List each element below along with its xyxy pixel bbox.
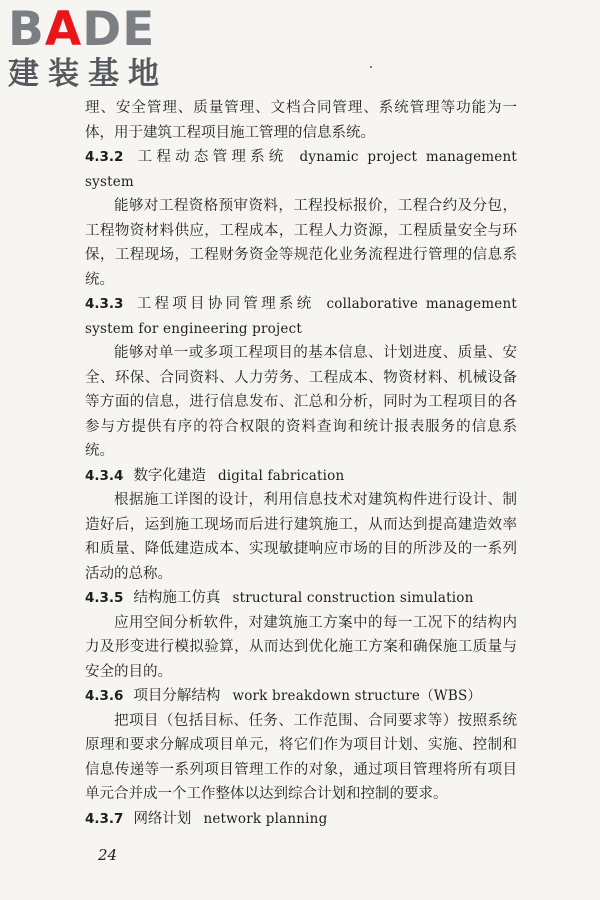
term-heading: 4.3.6 项目分解结构 work breakdown structure（WBS）: [85, 688, 482, 704]
logo-subtitle: 建装基地: [8, 56, 168, 92]
watermark-logo: [8, 4, 178, 96]
term-body: 能够对单一或多项工程项目的基本信息、计划进度、质量、安全、环保、合同资料、人力劳务、工程成本、物资材料、机械设备等方面的信息，进行信息发布、汇总和分析，同时为工程项目的各参与方提供有序的符合权限的资料查询和统计报表服务的信息系统。: [85, 345, 517, 459]
term-body: 把项目（包括目标、任务、工作范围、合同要求等）按照系统原理和要求分解成项目单元，将它们作为项目计划、实施、控制和信息传递等一系列项目管理工作的对象，通过项目管理将所有项目单元合并成一个工作整体以达到综合计划和控制的要求。: [85, 712, 517, 802]
term-body: 能够对工程资格预审资料，工程投标报价，工程合约及分包，工程物资材料供应，工程成本，工程人力资源，工程质量安全与环保，工程现场，工程财务资金等规范化业务流程进行管理的信息系统。: [85, 198, 517, 288]
term-heading: 4.3.5 结构施工仿真 structural construction simulation: [85, 590, 474, 606]
term-body: 根据施工详图的设计，利用信息技术对建筑构件进行设计、制造好后，运到施工现场而后进行建筑施工，从而达到提高建造效率和质量、降低建造成本、实现敏捷响应市场的目的所涉及的一系列活动的总称。: [85, 492, 517, 582]
page-number: 24: [98, 846, 118, 864]
term-body: 应用空间分析软件，对建筑施工方案中的每一工况下的结构内力及形变进行模拟验算，从而达到优化施工方案和确保施工质量与安全的目的。: [85, 614, 517, 680]
term-heading: 4.3.2 工程动态管理系统 dynamic project management system: [85, 149, 518, 190]
scan-speck: [370, 66, 372, 68]
logo-wordmark: BADE: [8, 2, 156, 57]
term-heading: 4.3.7 网络计划 network planning: [85, 810, 328, 827]
term-heading: 4.3.3 工程项目协同管理系统 collaborative management system for engineering project: [85, 296, 518, 337]
document-page: [85, 96, 517, 831]
term-heading: 4.3.4 数字化建造 digital fabrication: [85, 467, 345, 484]
intro-paragraph: 理、安全管理、质量管理、文档合同管理、系统管理等功能为一体，用于建筑工程项目施工管理的信息系统。: [85, 100, 517, 141]
